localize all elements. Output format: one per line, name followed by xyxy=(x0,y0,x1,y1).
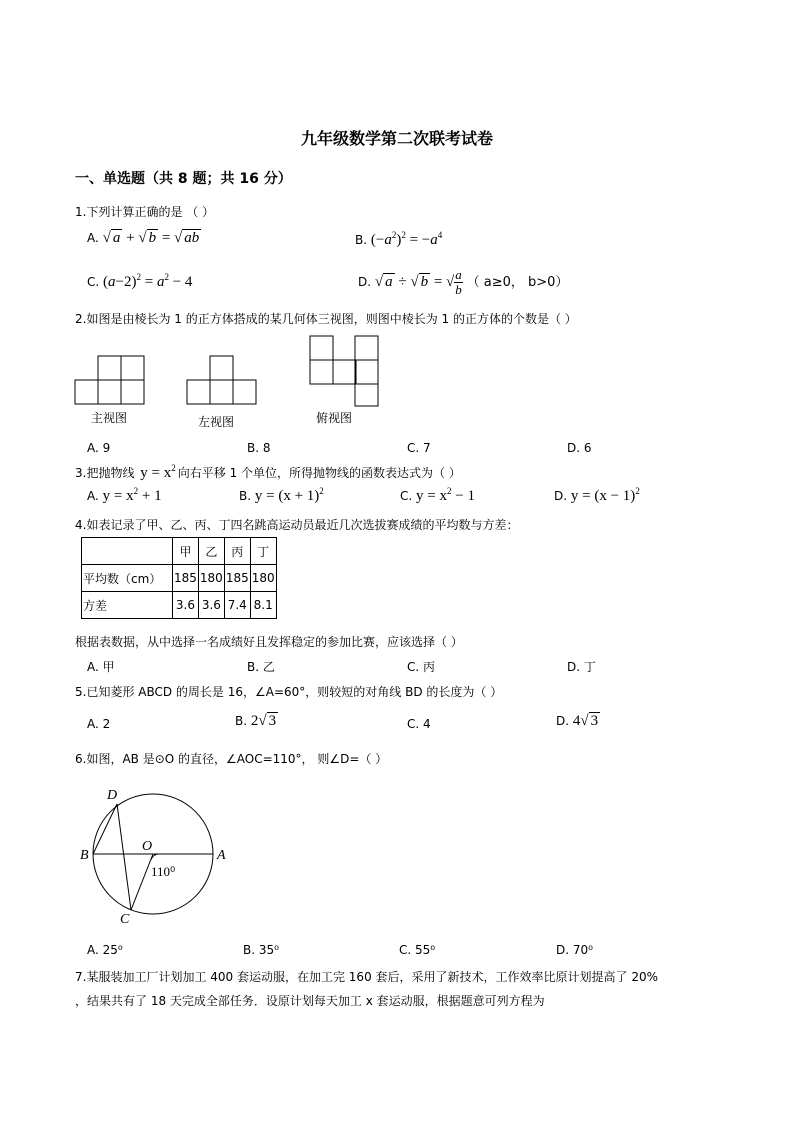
q3-option-d: D. $y = (x - 1)^2$ xyxy=(554,486,640,504)
q4-option-a: A. 甲 xyxy=(87,660,115,674)
q1-option-c: C. $(a-2)^2 = a^2 - 4$ xyxy=(87,272,193,290)
q1-option-b-label: B. xyxy=(355,233,368,247)
q6-option-b: B. 35⁰ xyxy=(243,943,279,957)
q1-option-a: A. √ a + √ b = √ ab xyxy=(87,230,200,246)
top-view-label: 俯视图 xyxy=(316,411,353,425)
q2-option-d: D. 6 xyxy=(567,441,592,455)
q6-stem: 6.如图，AB 是⊙O 的直径，∠AOC=110°， 则∠D=（ ） xyxy=(75,752,388,766)
q4-option-c: C. 丙 xyxy=(407,660,436,674)
front-view-drawing xyxy=(75,356,144,404)
table-cell: 8.1 xyxy=(250,592,276,619)
q7-stem-line2: ，结果共有了 18 天完成全部任务．设原计划每天加工 x 套运动服，根据题意可列方程为 xyxy=(75,994,545,1008)
q4-followup: 根据表数据，从中选择一名成绩好且发挥稳定的参加比赛，应该选择（ ） xyxy=(75,635,463,649)
table-cell: 180 xyxy=(198,565,224,592)
q3-option-c: C. $y = x^2 - 1$ xyxy=(400,486,475,504)
point-b-label: B xyxy=(80,848,89,863)
q3-option-b: B. $y = (x + 1)^2$ xyxy=(239,486,324,504)
table-row xyxy=(82,592,277,619)
q2-option-a: A. 9 xyxy=(87,441,111,455)
q3-option-c-label: C. xyxy=(400,489,413,503)
q1-option-b: B. $(-a^2)^2 = -a^4$ xyxy=(355,230,443,248)
table-cell: 185 xyxy=(224,565,250,592)
q2-option-b: B. 8 xyxy=(247,441,271,455)
point-c-label: C xyxy=(120,912,130,927)
left-view-label: 左视图 xyxy=(198,415,235,429)
table-cell: 甲 xyxy=(173,538,199,565)
q5-option-c: C. 4 xyxy=(407,717,431,731)
q3-option-d-label: D. xyxy=(554,489,568,503)
angle-label: 110⁰ xyxy=(151,864,176,879)
q5-option-d-label: D. xyxy=(556,714,570,728)
q6-option-d: D. 70⁰ xyxy=(556,943,593,957)
q5-option-b: B. 2√ 3 xyxy=(235,713,277,729)
table-cell: 丁 xyxy=(250,538,276,565)
q3-stem-end: 向右平移 1 个单位，所得抛物线的函数表达式为（ ） xyxy=(177,466,461,480)
table-row xyxy=(82,565,277,592)
q4-option-b: B. 乙 xyxy=(247,660,275,674)
table-cell: 方差 xyxy=(82,592,173,619)
q1-option-a-label: A. xyxy=(87,231,99,245)
q4-stem: 4.如表记录了甲、乙、丙、丁四名跳高运动员最近几次选拔赛成绩的平均数与方差： xyxy=(75,518,519,532)
table-header-row xyxy=(82,538,277,565)
top-view-drawing xyxy=(310,336,378,406)
q5-option-b-label: B. xyxy=(235,714,248,728)
table-cell xyxy=(82,538,173,565)
q3-stem-start: 3.把抛物线 xyxy=(75,466,135,480)
q1-option-d: D. √ a ÷ √ b = √ $\frac{a}{b}$ （ a≥0， b>0） xyxy=(358,267,569,297)
q4-option-d: D. 丁 xyxy=(567,660,596,674)
table-cell: 乙 xyxy=(198,538,224,565)
q5-option-a: A. 2 xyxy=(87,717,111,731)
q3-option-a-label: A. xyxy=(87,489,99,503)
center-o-label: O xyxy=(142,839,153,854)
table-cell: 185 xyxy=(173,565,199,592)
page-title: 九年级数学第二次联考试卷 xyxy=(300,129,493,148)
point-d-label: D xyxy=(107,788,118,803)
front-view-label: 主视图 xyxy=(91,411,128,425)
left-view-drawing xyxy=(187,356,256,404)
q3-option-a: A. $y = x^2 + 1$ xyxy=(87,486,162,504)
q3-option-b-label: B. xyxy=(239,489,252,503)
point-a-label: A xyxy=(217,848,226,863)
q6-option-a: A. 25⁰ xyxy=(87,943,123,957)
q1-option-d-condition: （ a≥0， b>0） xyxy=(466,274,569,290)
table-cell: 7.4 xyxy=(224,592,250,619)
q2-option-c: C. 7 xyxy=(407,441,431,455)
table-cell: 3.6 xyxy=(173,592,199,619)
q1-option-c-label: C. xyxy=(87,275,100,289)
table-cell: 丙 xyxy=(224,538,250,565)
q1-stem: 1.下列计算正确的是 （ ） xyxy=(75,205,215,219)
score-table xyxy=(81,537,277,619)
q5-stem: 5.已知菱形 ABCD 的周长是 16，∠A=60°，则较短的对角线 BD 的长度为（ ） xyxy=(75,685,503,699)
table-cell: 180 xyxy=(250,565,276,592)
q6-option-c: C. 55⁰ xyxy=(399,943,436,957)
q1-option-d-label: D. xyxy=(358,274,372,289)
q3-stem: 3.把抛物线 $y = x^2$ 向右平移 1 个单位，所得抛物线的函数表达式为（ ） xyxy=(75,463,461,481)
q7-stem-line1: 7.某服装加工厂计划加工 400 套运动服，在加工完 160 套后，采用了新技术，工作效率比原计划提高了 20% xyxy=(75,970,659,984)
circle-figure xyxy=(75,780,235,930)
q2-stem: 2.如图是由棱长为 1 的正方体搭成的某几何体三视图，则图中棱长为 1 的正方体的个数是（ ） xyxy=(75,312,577,326)
q5-option-d: D. 4√ 3 xyxy=(556,713,599,729)
section-heading: 一、单选题（共 8 题；共 16 分） xyxy=(75,171,292,187)
table-cell: 3.6 xyxy=(198,592,224,619)
table-cell: 平均数（cm） xyxy=(82,565,173,592)
